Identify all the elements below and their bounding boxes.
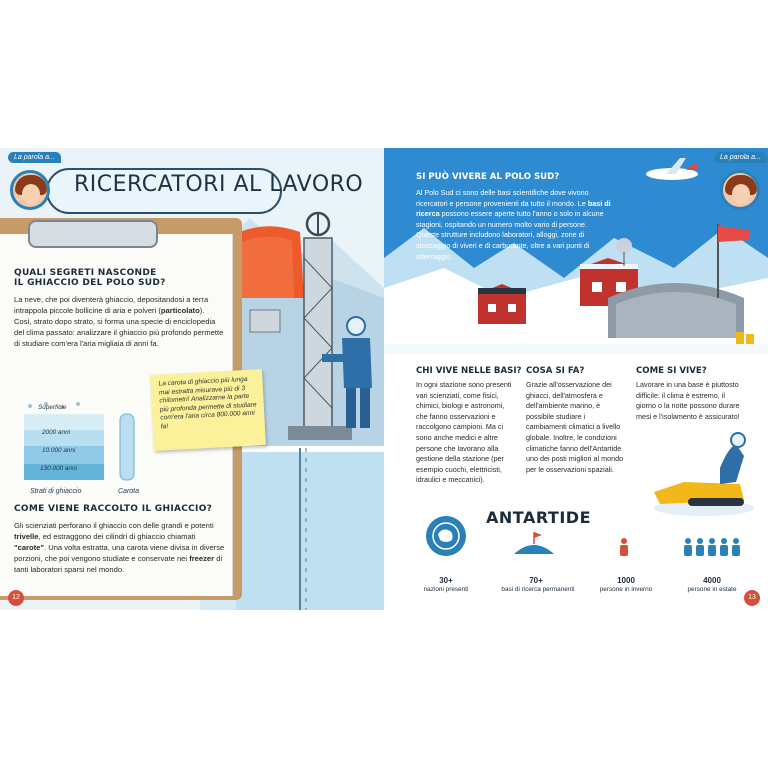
text-span: La neve, che poi diventerà ghiaccio, depositandosi a terra intrappola piccole bollicine di aria e polveri ( — [14, 295, 209, 315]
right-page — [384, 148, 768, 610]
section-heading: SI PUÒ VIVERE AL POLO SUD? — [416, 172, 560, 182]
stat-label: persone in inverno — [599, 586, 653, 593]
people-icon — [682, 538, 742, 556]
section-heading: CHI VIVE NELLE BASI? — [416, 366, 522, 376]
tagline: La parola a... — [714, 152, 767, 163]
book-spread — [0, 148, 768, 610]
bold-term: basi di ricerca — [416, 198, 611, 219]
stat-label: nazioni presenti — [423, 586, 469, 593]
text-span: di tanti laboratori sparsi nel mondo. — [14, 554, 223, 574]
label-2000: 2000 anni — [42, 429, 71, 436]
label-130000: 130.000 anni — [40, 465, 77, 472]
section-heading: COME SI VIVE? — [636, 366, 707, 376]
text-span: , ed estraggono dei cilindri di ghiaccio chiamati — [38, 532, 196, 541]
page-number: 13 — [744, 590, 760, 606]
bold-term: particolato — [160, 306, 200, 315]
narrator-avatar — [10, 170, 50, 210]
section-paragraph — [14, 294, 224, 349]
narrator-avatar — [720, 170, 760, 210]
text-span: . Una volta estratta, una carota viene divisa in diverse porzioni, che poi vengono studiate e conservate nei — [14, 543, 225, 563]
page-number: 12 — [8, 590, 24, 606]
antarctica-title: ANTARTIDE — [486, 508, 592, 527]
section-paragraph — [14, 520, 226, 575]
caption-core: Carota — [118, 488, 140, 495]
label-surface: Superficie — [38, 404, 67, 411]
stat-value: 1000 — [617, 576, 635, 585]
bold-term: trivelle — [14, 532, 39, 541]
section-paragraph: Lavorare in una base è piuttosto difficile: il clima è estremo, il giorno o la notte possono durare mesi e l'isolamento è assicurato! — [636, 380, 740, 421]
text-span: Gli scienziati perforano il ghiaccio con delle grandi e potenti — [14, 521, 214, 530]
tagline: La parola a... — [8, 152, 61, 163]
caption-layers: Strati di ghiaccio — [30, 488, 82, 495]
heading-line: QUALI SEGRETI NASCONDE — [14, 268, 157, 278]
section-paragraph: Grazie all'osservazione dei ghiacci, dell'atmosfera e dell'ambiente marino, è possibile studiare i cambiamenti climatici a livello globale. Inoltre, le condizioni climatiche fanno dell'Antartide uno dei posti migliori al mondo per le osservazioni spaziali. — [526, 380, 624, 474]
clipboard-clip — [28, 220, 158, 248]
globe-icon — [424, 514, 468, 558]
page-title: RICERCATORI AL LAVORO — [74, 172, 364, 197]
stat-value: 30+ — [439, 576, 453, 585]
sticky-note — [150, 369, 266, 451]
left-page — [0, 148, 384, 610]
stat-value: 70+ — [529, 576, 543, 585]
person-icon — [618, 538, 630, 556]
heading-line: IL GHIACCIO DEL POLO SUD? — [14, 278, 166, 288]
label-10000: 10.000 anni — [42, 447, 76, 454]
section-paragraph: In ogni stazione sono presenti vari scienziati, come fisici, chimici, biologi e astronomi, che fanno osservazioni e raccolgono campioni. Ma ci sono anche medici e altre persone che lavorano alla gestione della stazione (per esempio cuochi, elettricisti, idraulici e meccanici). — [416, 380, 512, 485]
section-heading — [14, 268, 166, 288]
text-span: ). Così, strato dopo strato, si forma una specie di enciclopedia del clima passato: analizzare il ghiaccio più profondo permette di studiare com'era l'aria migliaia di anni fa. — [14, 306, 224, 348]
base-flag-icon — [512, 532, 556, 554]
section-heading: COME VIENE RACCOLTO IL GHIACCIO? — [14, 504, 213, 514]
section-heading: COSA SI FA? — [526, 366, 585, 376]
stat-value: 4000 — [703, 576, 721, 585]
ice-layers-diagram — [16, 400, 152, 496]
bold-term: freezer — [189, 554, 215, 563]
stat-label: persone in estate — [687, 586, 737, 593]
stat-label: basi di ricerca permanenti — [501, 586, 575, 593]
bold-term: "carote" — [14, 543, 44, 552]
note-text: La carota di ghiaccio più lunga mai estratta misurava più di 3 chilometri! Analizzarne la parte più profonda permette di studiare com'era l'aria circa 800.000 anni fa! — [158, 375, 257, 431]
section-paragraph — [416, 188, 612, 262]
text-span: possono essere aperte tutto l'anno o solo in alcune stagioni, ospitando un numero molto vario di persone. Queste strutture includono laboratori, alloggi, zone di stoccaggio di viveri e di carburante, oltre a vari punti di atterraggio. — [416, 209, 604, 261]
text-span: Al Polo Sud ci sono delle basi scientifiche dove vivono ricercatori e persone provenienti da tutto il mondo. Le — [416, 188, 589, 208]
